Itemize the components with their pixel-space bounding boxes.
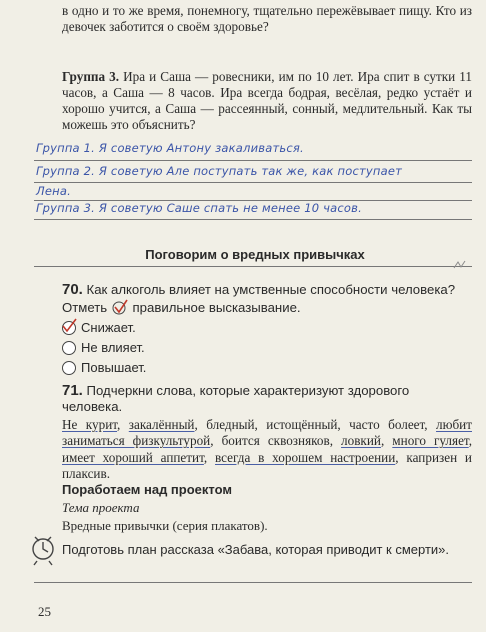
radio-unchecked[interactable] bbox=[62, 361, 76, 375]
plain-word: , боится сквозняков, bbox=[210, 433, 342, 449]
question-text: Подчеркни слова, которые характеризуют здорового человека. bbox=[62, 383, 410, 414]
underlined-word[interactable]: Не курит bbox=[62, 417, 118, 432]
question-text: Как алкоголь влияет на умственные способности человека? Отметь bbox=[62, 282, 456, 315]
project-heading: Поработаем над проектом bbox=[62, 482, 232, 497]
pencil-mark-icon bbox=[452, 258, 468, 272]
question-number: 71. bbox=[62, 382, 83, 399]
plain-word: , bbox=[203, 449, 215, 465]
checkmark-icon bbox=[111, 299, 129, 315]
answer-line bbox=[34, 182, 472, 183]
question-text-end: правильное высказывание. bbox=[132, 300, 301, 315]
option-decreases[interactable] bbox=[62, 320, 136, 335]
question-number: 70. bbox=[62, 281, 83, 298]
question-71 bbox=[62, 383, 472, 415]
underlined-word[interactable]: имеет хороший аппетит bbox=[62, 449, 204, 465]
underlined-word[interactable]: много гуляет bbox=[392, 433, 469, 449]
answer-line bbox=[34, 160, 472, 161]
underlined-word[interactable]: всегда в хорошем настроении bbox=[215, 449, 396, 465]
plain-word: , капризен и плаксив. bbox=[62, 449, 472, 481]
radio-unchecked[interactable] bbox=[62, 341, 76, 355]
group3-paragraph bbox=[62, 69, 472, 133]
option-label: Не влияет. bbox=[81, 340, 145, 355]
word-list bbox=[62, 417, 472, 482]
section-title: Поговорим о вредных привычках bbox=[145, 247, 365, 262]
project-task: Подготовь план рассказа «Забава, которая приводит к смерти». bbox=[62, 542, 450, 557]
clock-icon bbox=[28, 532, 58, 568]
handwritten-answer-3: Группа 3. Я советую Саше спать не менее 10 часов. bbox=[36, 201, 362, 215]
answer-line bbox=[34, 219, 472, 220]
option-no-effect[interactable] bbox=[62, 340, 145, 355]
project-theme-label: Тема проекта bbox=[62, 500, 140, 515]
underlined-word[interactable]: ловкий bbox=[341, 433, 381, 449]
plain-word: , bbox=[117, 417, 129, 432]
option-label: Повышает. bbox=[81, 360, 147, 375]
group3-label: Группа 3. bbox=[62, 69, 120, 84]
handwritten-answer-2b: Лена. bbox=[36, 184, 71, 198]
group3-text: Ира и Саша — ровесники, им по 10 лет. Ира спит в сутки 11 часов, а Саша — 8 часов. Ира всегда бодрая, весёлая, редко устаёт и хорошо учится, а Саша — рассеянный, сонный, медлительный. Как ты можешь это объяснить? bbox=[62, 69, 472, 132]
intro-paragraph: в одно и то же время, понемногу, тщательно пережёвывает пищу. Кто из девочек заботится о своём здоровье? bbox=[62, 3, 472, 34]
checkmark-icon bbox=[61, 318, 79, 334]
underlined-word[interactable]: закалённый bbox=[128, 417, 195, 432]
handwritten-answer-1: Группа 1. Я советую Антону закаливаться. bbox=[36, 141, 304, 155]
underlined-word[interactable]: любит заниматься физкультурой bbox=[62, 417, 472, 449]
handwritten-answer-2: Группа 2. Я советую Але поступать так же, как поступает bbox=[36, 164, 403, 178]
plain-word: , бледный, истощённый, часто болеет, bbox=[194, 417, 437, 432]
plain-word: , bbox=[468, 433, 472, 449]
radio-checked[interactable] bbox=[62, 321, 76, 335]
option-increases[interactable] bbox=[62, 360, 146, 375]
option-label: Снижает. bbox=[81, 320, 136, 335]
project-subject: Вредные привычки (серия плакатов). bbox=[62, 518, 268, 533]
plain-word: , bbox=[380, 433, 393, 449]
question-70 bbox=[62, 281, 472, 317]
page-number: 25 bbox=[38, 604, 51, 619]
answer-line bbox=[34, 582, 472, 583]
section-divider bbox=[34, 266, 472, 267]
